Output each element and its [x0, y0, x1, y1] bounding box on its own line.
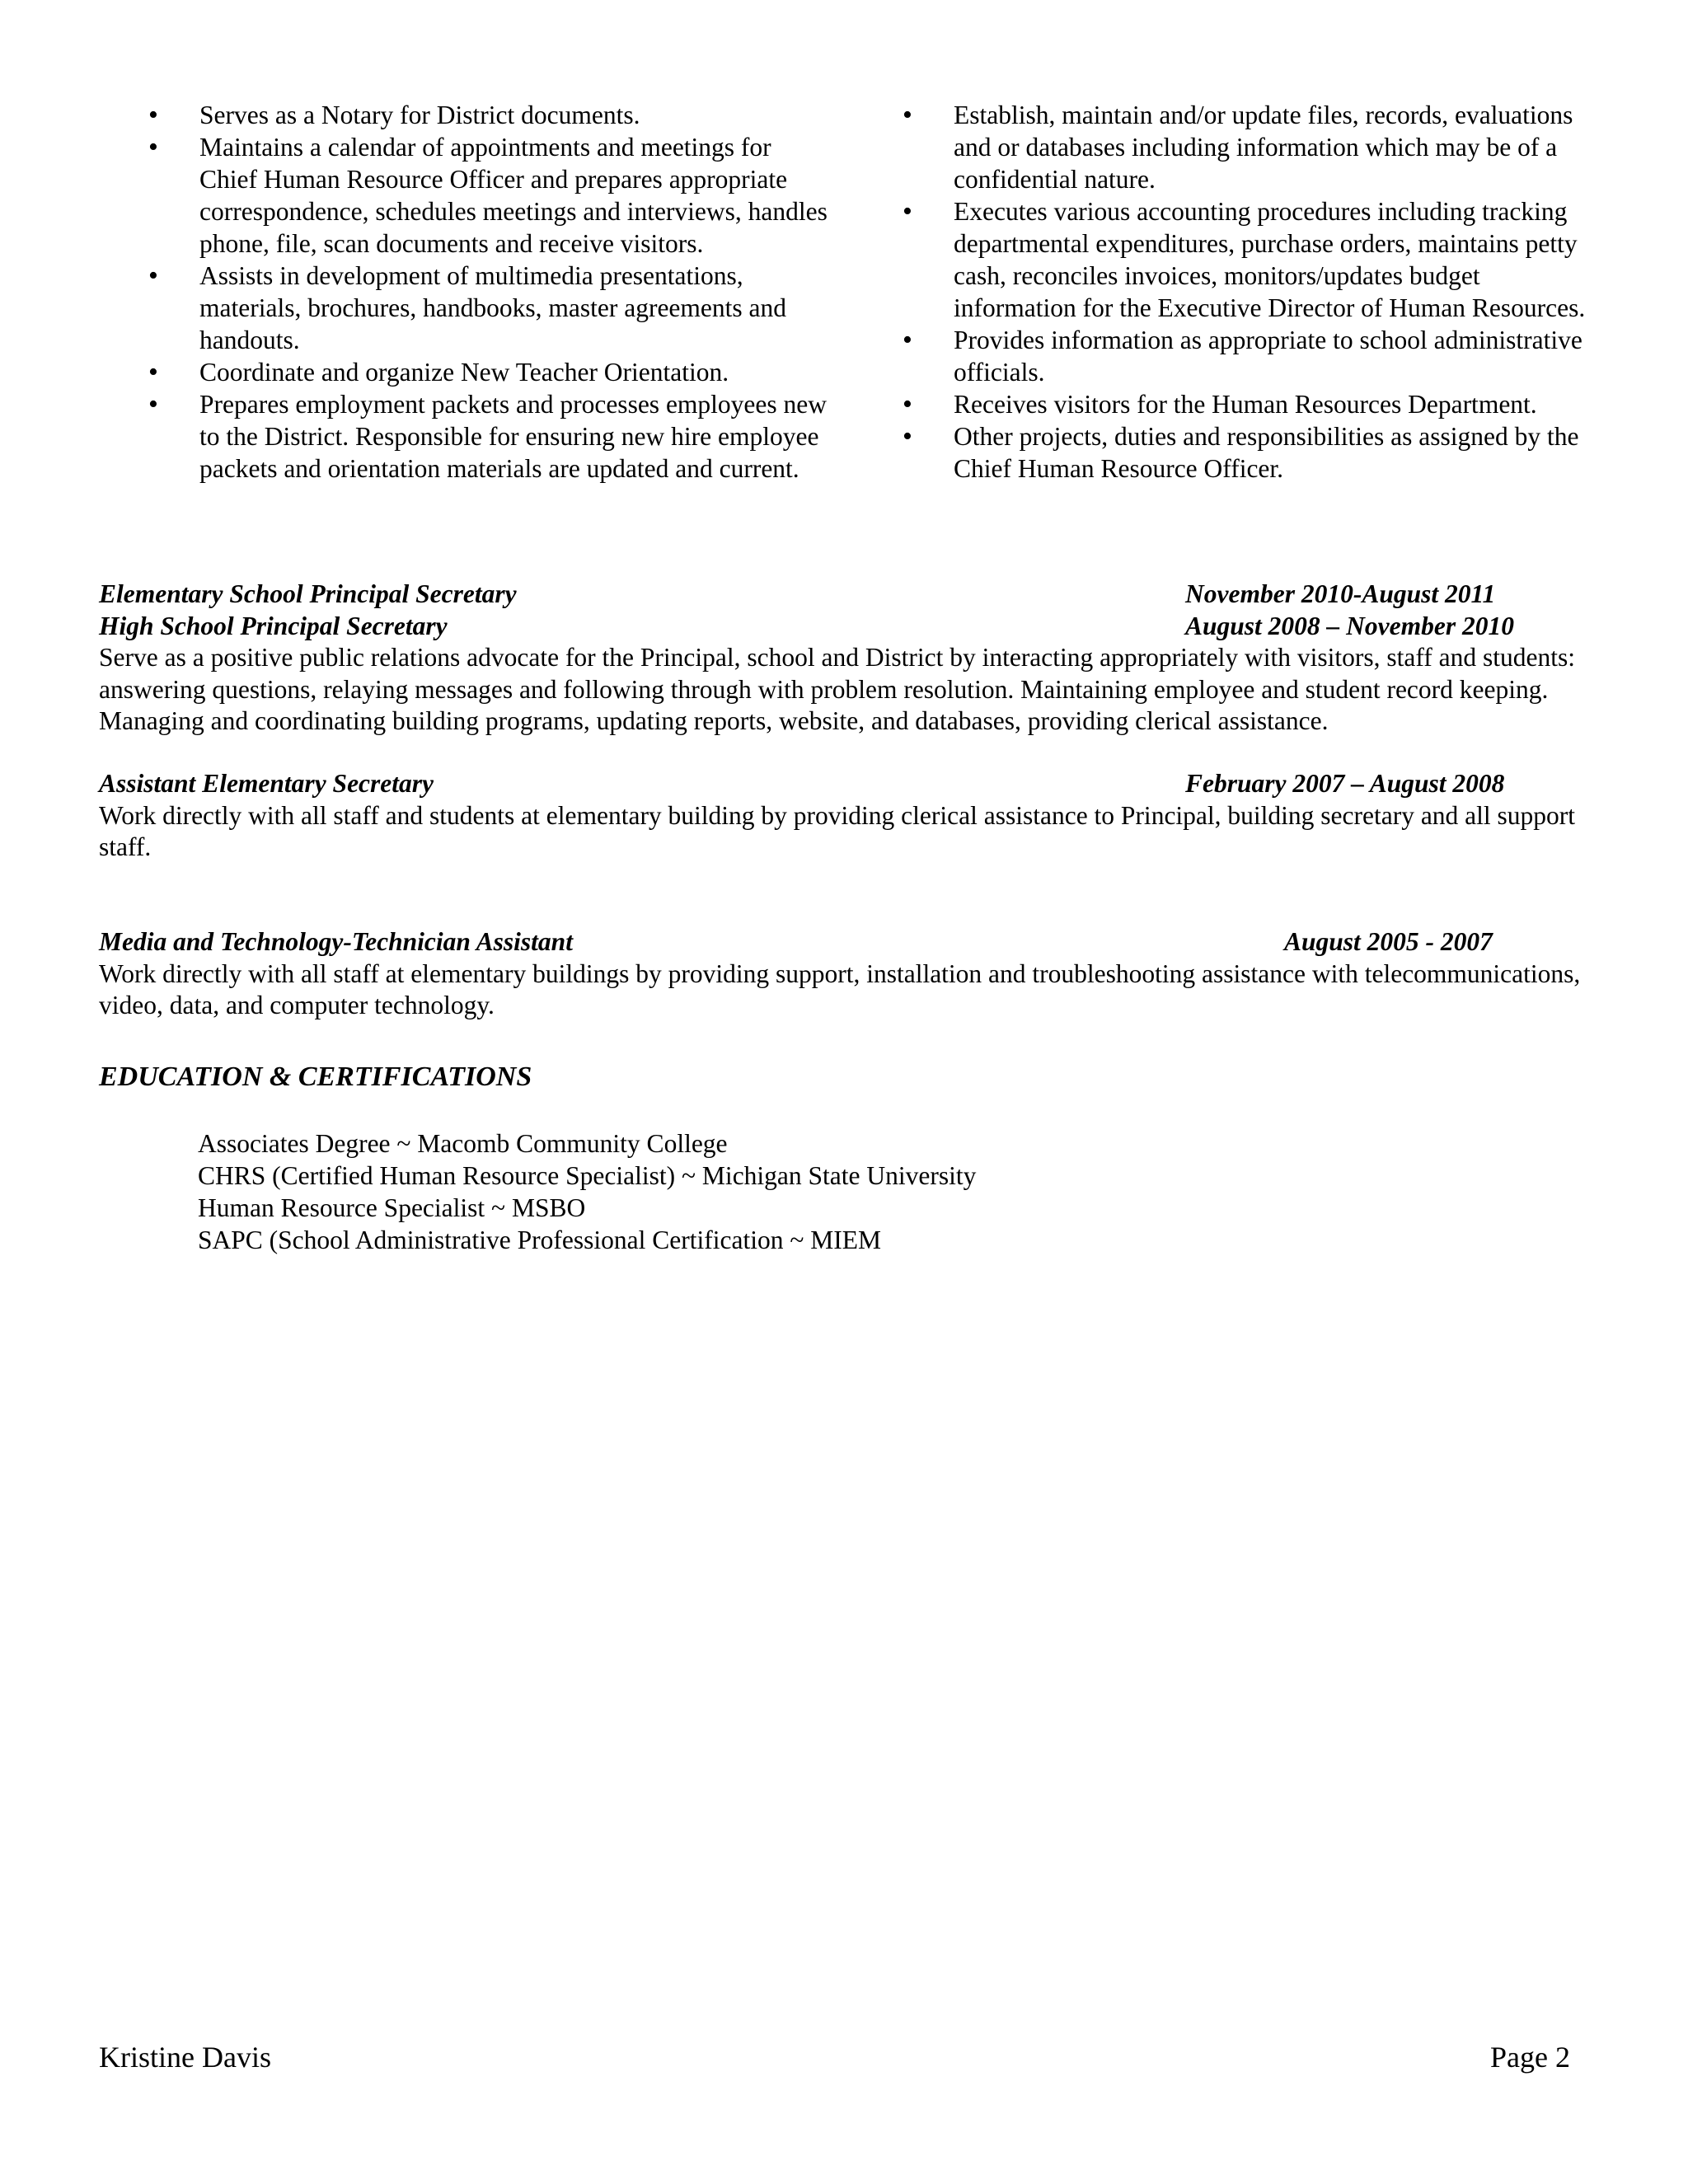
job-media-technology-assistant [99, 926, 1599, 1022]
job-assistant-elementary-secretary [99, 768, 1599, 864]
job-dates: August 2008 – November 2010 [1185, 611, 1515, 640]
bullet-item: • Provides information as appropriate to school administrative officials. [903, 324, 1595, 388]
job-title-row [99, 926, 1599, 958]
job-description: Serve as a positive public relations advocate for the Principal, school and District by interacting appropriately with visitors, staff and students: answering questions, relaying messages and following through with problem resolution. Maintaining employee and student record keeping. Managing and coordinating building programs, updating reports, website, and databases, providing clerical assistance. [99, 643, 1575, 735]
job-title: Media and Technology-Technician Assistant [99, 927, 573, 956]
job-title-row [99, 611, 1599, 643]
job-title: High School Principal Secretary [99, 611, 448, 640]
duties-list-right [903, 99, 1595, 485]
page-number: Page 2 [1490, 2041, 1570, 2074]
job-principal-secretary [99, 579, 1599, 738]
education-item: Associates Degree ~ Macomb Community College [198, 1129, 728, 1158]
bullet-item: • Other projects, duties and responsibilities as assigned by the Chief Human Resource Officer. [903, 420, 1595, 485]
bullet-item: • Establish, maintain and/or update files, records, evaluations and or databases including information which may be of a confidential nature. [903, 99, 1595, 195]
education-list [198, 1127, 976, 1256]
bullet-item: • Coordinate and organize New Teacher Orientation. [148, 356, 832, 388]
job-dates: August 2005 - 2007 [1284, 927, 1493, 956]
education-item: CHRS (Certified Human Resource Specialist) ~ Michigan State University [198, 1161, 977, 1190]
duties-list-left [148, 99, 832, 485]
bullet-item: • Executes various accounting procedures including tracking departmental expenditures, purchase orders, maintains petty cash, reconciles invoices, monitors/updates budget information for the Executive Director of Human Resources. [903, 195, 1595, 324]
job-description: Work directly with all staff and students at elementary building by providing clerical assistance to Principal, building secretary and all support staff. [99, 800, 1576, 861]
education-item: SAPC (School Administrative Professional Certification ~ MIEM [198, 1226, 881, 1254]
footer-name: Kristine Davis [99, 2041, 271, 2074]
bullet-item: • Serves as a Notary for District documents. [148, 99, 832, 131]
education-heading: EDUCATION & CERTIFICATIONS [99, 1062, 532, 1092]
job-dates: February 2007 – August 2008 [1185, 769, 1505, 798]
job-title-row [99, 579, 1599, 611]
bullet-item: • Receives visitors for the Human Resources Department. [903, 388, 1595, 420]
job-title: Elementary School Principal Secretary [99, 579, 517, 608]
job-title: Assistant Elementary Secretary [99, 769, 434, 798]
bullet-item: • Assists in development of multimedia presentations, materials, brochures, handbooks, master agreements and handouts. [148, 260, 832, 356]
bullet-item: • Maintains a calendar of appointments and meetings for Chief Human Resource Officer and prepares appropriate correspondence, schedules meetings and interviews, handles phone, file, scan documents and receive visitors. [148, 131, 832, 260]
job-description: Work directly with all staff at elementary buildings by providing support, installation and troubleshooting assistance with telecommunications, video, data, and computer technology. [99, 958, 1581, 1019]
bullet-item: • Prepares employment packets and processes employees new to the District. Responsible for ensuring new hire employee packets and orientation materials are updated and current. [148, 388, 832, 485]
job-title-row [99, 768, 1599, 800]
job-dates: November 2010-August 2011 [1185, 579, 1496, 608]
education-item: Human Resource Specialist ~ MSBO [198, 1193, 586, 1222]
